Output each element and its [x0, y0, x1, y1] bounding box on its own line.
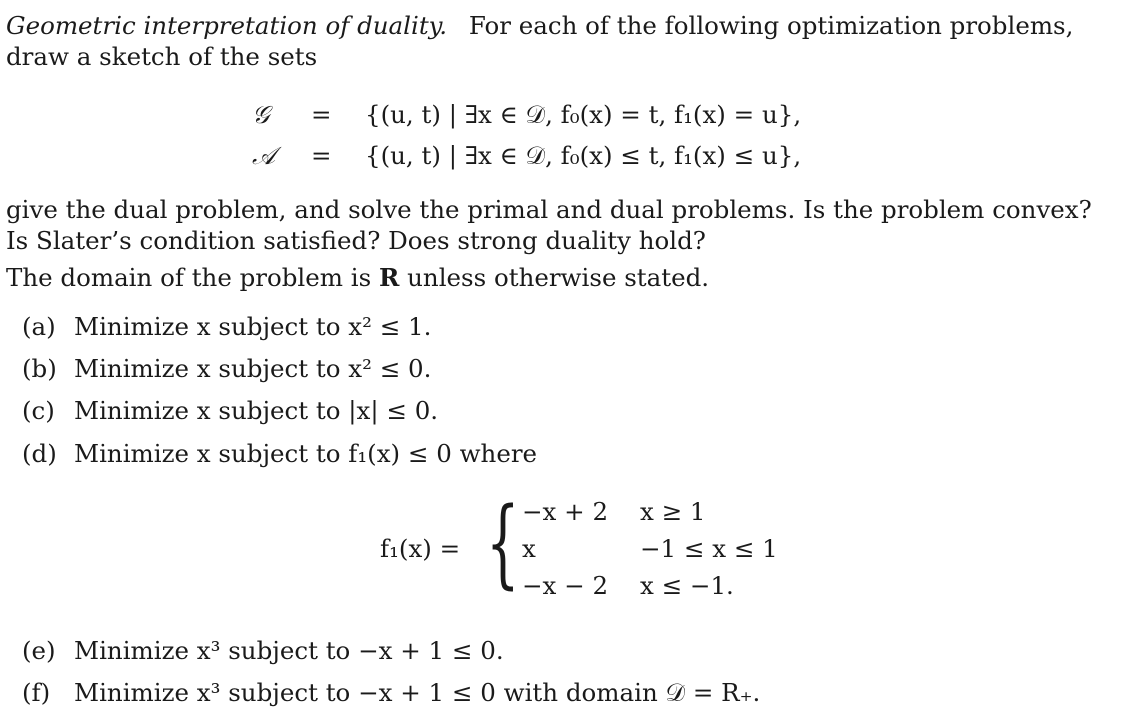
- question-line-1: give the dual problem, and solve the primal and dual problems. Is the problem convex?: [6, 195, 1092, 224]
- intro-text-1: For each of the following optimization problems,: [468, 11, 1074, 40]
- item-text-c: Minimize x subject to |x| ≤ 0.: [74, 396, 439, 425]
- piecewise-cond-3: x ≤ −1.: [640, 571, 734, 600]
- item-text-d: Minimize x subject to f₁(x) ≤ 0 where: [74, 439, 538, 468]
- domain-note-after: unless otherwise stated.: [399, 263, 710, 292]
- item-text-f: Minimize x³ subject to −x + 1 ≤ 0 with domain 𝒟 = R₊.: [74, 678, 761, 707]
- item-label-d: (d): [22, 439, 57, 468]
- item-label-e: (e): [22, 636, 56, 665]
- item-text-b: Minimize x subject to x² ≤ 0.: [74, 354, 432, 383]
- domain-note-bold: R: [378, 263, 400, 292]
- set-A-definition: {(u, t) | ∃x ∈ 𝒟, f₀(x) ≤ t, f₁(x) ≤ u},: [365, 141, 802, 170]
- item-label-b: (b): [22, 354, 57, 383]
- intro-line-2: draw a sketch of the sets: [6, 42, 318, 71]
- domain-note-before: The domain of the problem is: [6, 263, 379, 292]
- item-text-a: Minimize x subject to x² ≤ 1.: [74, 312, 432, 341]
- item-label-f: (f): [22, 678, 51, 707]
- domain-note: [6, 263, 710, 292]
- section-title: Geometric interpretation of duality.: [6, 11, 448, 40]
- left-brace: {: [486, 487, 520, 599]
- equals-sign-2: =: [311, 141, 332, 170]
- set-G-definition: {(u, t) | ∃x ∈ 𝒟, f₀(x) = t, f₁(x) = u},: [365, 100, 802, 129]
- item-label-c: (c): [22, 396, 55, 425]
- intro-line-1: [6, 11, 1074, 40]
- piecewise-cond-2: −1 ≤ x ≤ 1: [640, 534, 778, 563]
- question-line-2: Is Slater’s condition satisfied? Does strong duality hold?: [6, 226, 706, 255]
- piecewise-expr-2: x: [522, 534, 536, 563]
- item-label-a: (a): [22, 312, 56, 341]
- set-A-symbol: 𝒜: [252, 141, 276, 170]
- piecewise-lhs: f₁(x) =: [380, 534, 461, 563]
- piecewise-cond-1: x ≥ 1: [640, 497, 706, 526]
- set-G-symbol: 𝒢: [252, 100, 270, 129]
- piecewise-expr-1: −x + 2: [522, 497, 609, 526]
- item-text-e: Minimize x³ subject to −x + 1 ≤ 0.: [74, 636, 504, 665]
- piecewise-expr-3: −x − 2: [522, 571, 609, 600]
- equals-sign-1: =: [311, 100, 332, 129]
